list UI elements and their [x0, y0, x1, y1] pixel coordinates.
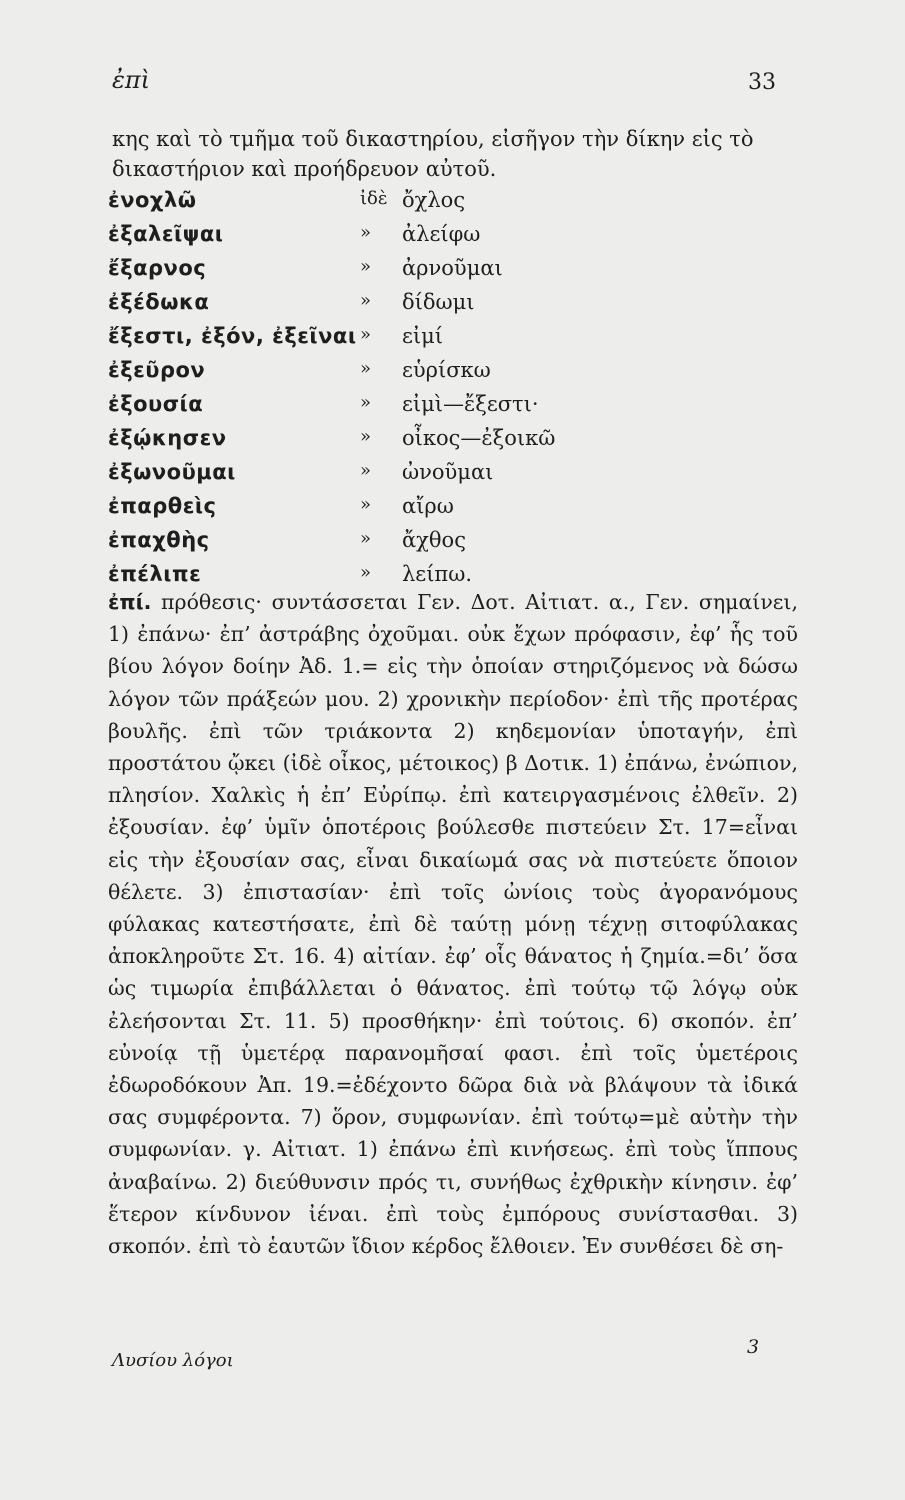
cross-reference-list [108, 188, 668, 596]
entry-lemma: ἐπαρθεὶς [108, 494, 217, 518]
intro-paragraph: κης καὶ τὸ τμῆμα τοῦ δικαστηρίου, εἰσῆγον τὴν δίκην εἰς τὸ δικαστήριον καὶ προήδρευον αὐτοῦ. [112, 127, 754, 181]
main-entry-head: ἐπί. [108, 590, 152, 614]
entry-mark: ἰδὲ [360, 188, 388, 209]
entry-reference: εἰμί [402, 324, 443, 348]
entry-reference: ὄχλος [402, 188, 466, 212]
entry-lemma: ἐξῴκησεν [108, 426, 227, 450]
entry-reference: οἶκος—ἐξοικῶ [402, 426, 556, 450]
entry-row [108, 426, 668, 460]
entry-mark: » [360, 392, 372, 413]
entry-row [108, 324, 668, 358]
entry-lemma: ἐξουσία [108, 392, 204, 416]
entry-row [108, 290, 668, 324]
main-entry-paragraph [108, 586, 798, 1262]
entry-row [108, 494, 668, 528]
entry-mark: » [360, 426, 372, 447]
entry-reference: ὠνοῦμαι [402, 460, 494, 484]
entry-mark: » [360, 358, 372, 379]
signature-mark: 3 [747, 1336, 760, 1358]
entry-reference: εὑρίσκω [402, 358, 491, 382]
entry-mark: » [360, 460, 372, 481]
entry-lemma: ἐπαχθὴς [108, 528, 210, 552]
entry-mark: » [360, 222, 372, 243]
entry-row [108, 392, 668, 426]
entry-reference: λείπω. [402, 562, 473, 586]
page-number: 33 [748, 70, 776, 95]
entry-reference: εἰμὶ—ἔξεστι· [402, 392, 539, 416]
entry-mark: » [360, 562, 372, 583]
entry-reference: ἄχθος [402, 528, 466, 552]
entry-lemma: ἐνοχλῶ [108, 188, 197, 212]
entry-mark: » [360, 290, 372, 311]
entry-lemma: ἐξεῦρον [108, 358, 206, 382]
entry-mark: » [360, 256, 372, 277]
entry-row [108, 222, 668, 256]
entry-row [108, 460, 668, 494]
entry-mark: » [360, 528, 372, 549]
entry-lemma: ἐξωνοῦμαι [108, 460, 236, 484]
entry-row [108, 256, 668, 290]
entry-mark: » [360, 324, 372, 345]
entry-row [108, 188, 668, 222]
entry-mark: » [360, 494, 372, 515]
book-title-footer: Λυσίου λόγοι [112, 1350, 234, 1371]
entry-reference: ἀρνοῦμαι [402, 256, 503, 280]
entry-reference: ἀλείφω [402, 222, 481, 246]
entry-lemma: ἐξαλεῖψαι [108, 222, 224, 246]
entry-row [108, 528, 668, 562]
entry-lemma: ἐπέλιπε [108, 562, 202, 586]
main-entry-text: πρόθεσις· συντάσσεται Γεν. Δοτ. Αἰτιατ. α., Γεν. σημαίνει, 1) ἐπάνω· ἐπ’ ἀστράβης ὀχοῦμαι. οὐκ ἔχων πρόφασιν, ἐφ’ ἧς τοῦ βίου λόγον δοίην Ἀδ. 1.= εἰς τὴν ὁποίαν στηριζόμενος νὰ δώσω λόγον τῶν πράξεών μου. 2) χρονικὴν περίοδον· ἐπὶ τῆς προτέρας βουλῆς. ἐπὶ τῶν τριάκοντα 2) κηδεμονίαν ὑποταγήν, ἐπὶ προστάτου ᾤκει (ἰδὲ οἶκος, μέτοικος) β Δοτικ. 1) ἐπάνω, ἐνώπιον, πλησίον. Χαλκὶς ἡ ἐπ’ Εὐρίπῳ. ἐπὶ κατειργασμένοις ἐλθεῖν. 2) ἐξουσίαν. ἐφ’ ὑμῖν ὁποτέροις βούλεσθε πιστεύειν Στ. 17=εἶναι εἰς τὴν ἐξουσίαν σας, εἶναι δικαίωμά σας νὰ πιστεύετε ὅποιον θέλετε. 3) ἐπιστασίαν· ἐπὶ τοῖς ὠνίοις τοὺς ἀγορανόμους φύλακας κατεστήσατε, ἐπὶ δὲ ταύτῃ μόνῃ τέχνῃ σιτοφύλακας ἀποκληροῦτε Στ. 16. 4) αἰτίαν. ἐφ’ οἷς θάνατος ἡ ζημία.=δι’ ὅσα ὡς τιμωρία ἐπιβάλλεται ὁ θάνατος. ἐπὶ τούτῳ τῷ λόγῳ οὐκ ἐλεήσονται Στ. 11. 5) προσθήκην· ἐπὶ τούτοις. 6) σκοπόν. ἐπ’ εὐνοίᾳ τῇ ὑμετέρᾳ παρανομῆσαί φασι. ἐπὶ τοῖς ὑμετέροις ἐδωροδόκουν Ἀπ. 19.=ἐδέχοντο δῶρα διὰ νὰ βλάψουν τὰ ἰδικά σας συμφέροντα. 7) ὅρον, συμφωνίαν. ἐπὶ τούτῳ=μὲ αὐτὴν τὴν συμφωνίαν. γ. Αἰτιατ. 1) ἐπάνω ἐπὶ κινήσεως. ἐπὶ τοὺς ἵππους ἀναβαίνω. 2) διεύθυνσιν πρός τι, συνήθως ἐχθρικὴν κίνησιν. ἐφ’ ἕτερον κίνδυνον ἰέναι. ἐπὶ τοὺς ἐμπόρους συνίστασθαι. 3) σκοπόν. ἐπὶ τὸ ἑαυτῶν ἴδιον κέρδος ἔλθοιεν. Ἐν συνθέσει δὲ ση- [108, 590, 798, 1259]
entry-row [108, 358, 668, 392]
running-head: ἐπὶ [112, 66, 151, 94]
entry-reference: αἴρω [402, 494, 454, 518]
entry-lemma: ἔξαρνος [108, 256, 207, 280]
entry-lemma: ἔξεστι, ἐξόν, ἐξεῖναι [108, 324, 357, 348]
entry-lemma: ἐξέδωκα [108, 290, 210, 314]
entry-reference: δίδωμι [402, 290, 475, 314]
main-entry [108, 586, 798, 1262]
